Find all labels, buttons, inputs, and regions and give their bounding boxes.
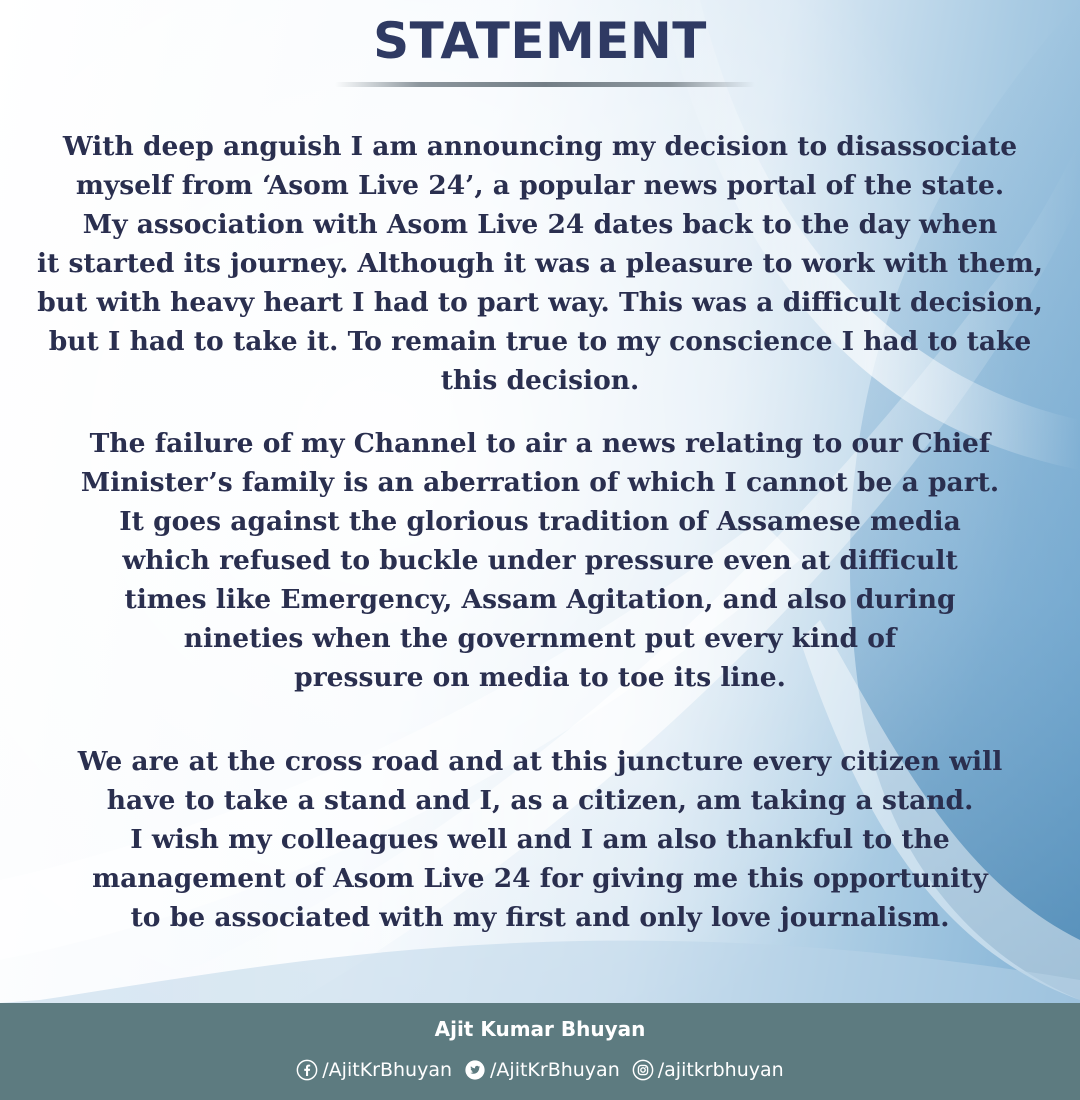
paragraph-line: this decision. bbox=[440, 365, 640, 396]
paragraph-line: it started its journey. Although it was a pleasure to work with them, bbox=[36, 248, 1043, 279]
title-underline-divider bbox=[335, 82, 755, 87]
twitter-link[interactable] bbox=[464, 1059, 620, 1081]
social-links bbox=[0, 1059, 1080, 1081]
paragraph-line: but I had to take it. To remain true to my conscience I had to take bbox=[48, 326, 1032, 357]
paragraph-line: We are at the cross road and at this juncture every citizen will bbox=[77, 746, 1003, 777]
paragraph-line: nineties when the government put every kind of bbox=[183, 623, 897, 654]
twitter-icon bbox=[464, 1059, 486, 1081]
paragraph-line: It goes against the glorious tradition of Assamese media bbox=[119, 506, 961, 537]
facebook-link[interactable] bbox=[296, 1059, 452, 1081]
paragraph-line: My association with Asom Live 24 dates back to the day when bbox=[82, 209, 998, 240]
paragraph-line: which refused to buckle under pressure even at difficult bbox=[122, 545, 958, 576]
paragraph-line: With deep anguish I am announcing my decision to disassociate bbox=[62, 131, 1018, 162]
paragraph-line: myself from ‘Asom Live 24’, a popular news portal of the state. bbox=[75, 170, 1005, 201]
instagram-icon bbox=[632, 1059, 654, 1081]
paragraph-line: pressure on media to toe its line. bbox=[294, 662, 786, 693]
statement-paragraph-3 bbox=[20, 742, 1060, 937]
facebook-icon bbox=[296, 1059, 318, 1081]
paragraph-line: Minister’s family is an aberration of which I cannot be a part. bbox=[80, 467, 1000, 498]
paragraph-line: but with heavy heart I had to part way. This was a difficult decision, bbox=[37, 287, 1043, 318]
paragraph-line: have to take a stand and I, as a citizen, am taking a stand. bbox=[106, 785, 974, 816]
paragraph-line: management of Asom Live 24 for giving me this opportunity bbox=[92, 863, 988, 894]
statement-paragraph-2 bbox=[20, 424, 1060, 697]
instagram-handle: /ajitkrbhuyan bbox=[657, 1059, 784, 1081]
footer-bar bbox=[0, 1003, 1080, 1100]
twitter-handle: /AjitKrBhuyan bbox=[490, 1059, 620, 1081]
paragraph-line: The failure of my Channel to air a news relating to our Chief bbox=[89, 428, 991, 459]
facebook-handle: /AjitKrBhuyan bbox=[322, 1059, 453, 1081]
paragraph-line: to be associated with my first and only love journalism. bbox=[130, 902, 950, 933]
paragraph-line: I wish my colleagues well and I am also thankful to the bbox=[130, 824, 950, 855]
author-name: Ajit Kumar Bhuyan bbox=[434, 1017, 646, 1041]
statement-paragraph-1 bbox=[20, 127, 1060, 400]
paragraph-line: times like Emergency, Assam Agitation, and also during bbox=[124, 584, 956, 615]
instagram-link[interactable] bbox=[632, 1059, 784, 1081]
page-title: STATEMENT bbox=[373, 12, 707, 70]
